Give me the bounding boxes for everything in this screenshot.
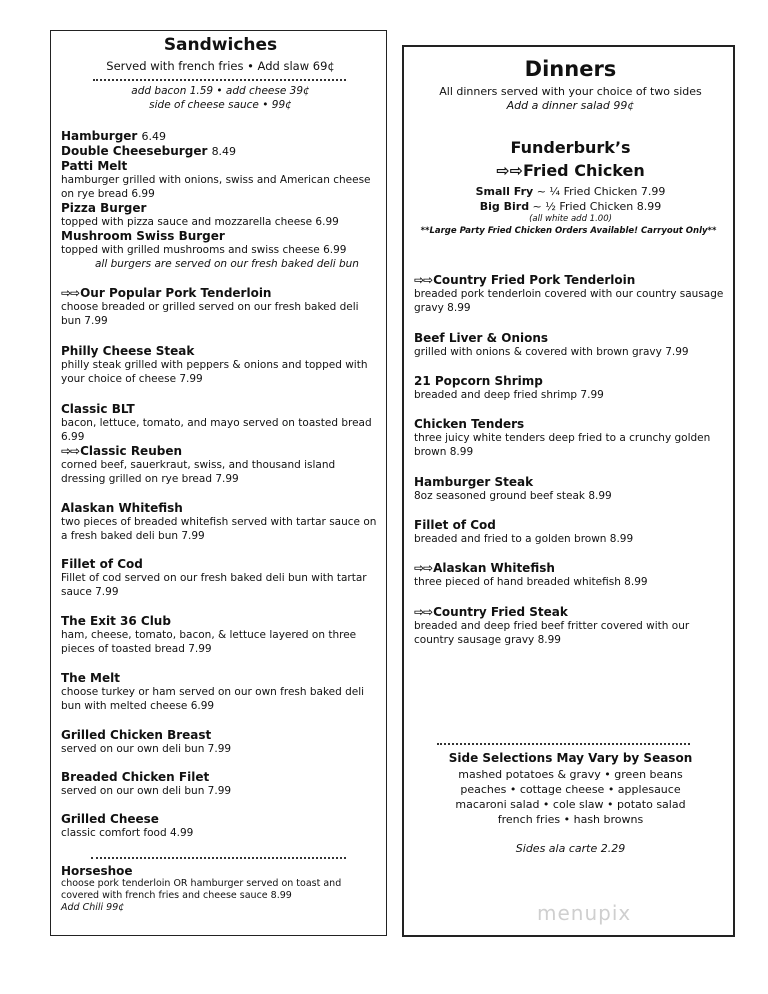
sides-ala-carte: Sides ala carte 2.29 (515, 842, 626, 855)
big-bird-price: Big Bird ~ ½ Fried Chicken 8.99 (479, 200, 662, 213)
menu-item-name: Country Fried Pork Tenderloin (433, 273, 636, 287)
sandwiches-panel (50, 30, 387, 936)
menu-item (414, 417, 725, 459)
sides-list (414, 767, 727, 827)
menu-item-name: Chicken Tenders (414, 417, 525, 431)
menu-item-desc: corned beef, sauerkraut, swiss, and thousand island dressing grilled on rye bread 7.99 (61, 459, 336, 485)
burger-note: all burgers are served on our fresh baked deli bun (95, 258, 359, 270)
menu-item-desc: served on our own deli bun 7.99 (61, 743, 232, 755)
sides-title: Side Selections May Vary by Season (448, 751, 693, 765)
menu-item-name: Fillet of Cod (414, 518, 496, 532)
menu-item-name: Mushroom Swiss Burger (61, 229, 225, 243)
menu-item-desc: two pieces of breaded whitefish served with tartar sauce on a fresh baked deli bun 7.99 (61, 516, 377, 542)
sides-line: mashed potatoes & gravy • green beans (458, 768, 683, 781)
menu-item (414, 561, 725, 589)
menu-item-desc: bacon, lettuce, tomato, and mayo served on toasted bread 6.99 (61, 417, 372, 443)
white-meat-note: (all white add 1.00) (529, 214, 612, 224)
sides-line: macaroni salad • cole slaw • potato salad (455, 798, 686, 811)
menu-item-desc: classic comfort food 4.99 (61, 827, 194, 839)
dinners-subtitle: All dinners served with your choice of two sides (439, 85, 702, 98)
menu-item-desc: hamburger grilled with onions, swiss and American cheese on rye bread 6.99 (61, 174, 371, 200)
arrow-icon: ⇨⇨ (414, 605, 433, 619)
party-order-note: **Large Party Fried Chicken Orders Available! Carryout Only** (420, 226, 717, 236)
dinners-subtitle-2: Add a dinner salad 99¢ (506, 99, 635, 112)
menu-item-desc: choose pork tenderloin OR hamburger served on toast and covered with french fries and cheese sauce 8.99 (61, 878, 342, 901)
menu-item (61, 671, 378, 713)
menu-item-name: Pizza Burger (61, 201, 147, 215)
menu-item-desc: topped with grilled mushrooms and swiss cheese 6.99 (61, 244, 347, 256)
chicken-subtitle: ⇨⇨Fried Chicken (496, 161, 645, 180)
menu-item-desc: choose breaded or grilled served on our fresh baked deli bun 7.99 (61, 301, 359, 327)
menu-item-desc: breaded pork tenderloin covered with our country sausage gravy 8.99 (414, 288, 724, 314)
menu-item (414, 518, 725, 546)
menu-item-desc: three juicy white tenders deep fried to a crunchy golden brown 8.99 (414, 432, 711, 458)
menu-item-desc: breaded and deep fried shrimp 7.99 (414, 389, 604, 401)
menu-item-note: Add Chili 99¢ (61, 902, 125, 913)
menu-item-name: The Melt (61, 671, 120, 685)
menu-item (414, 273, 725, 315)
menu-item-name: Breaded Chicken Filet (61, 770, 210, 784)
menu-item-desc: grilled with onions & covered with brown gravy 7.99 (414, 346, 689, 358)
menu-item (61, 557, 378, 599)
watermark-logo: menupix (537, 901, 632, 925)
menu-item-name: Philly Cheese Steak (61, 344, 195, 358)
menu-item: Double Cheeseburger 8.49 (61, 144, 237, 158)
arrow-icon: ⇨⇨ (496, 161, 524, 180)
menu-item-desc: served on our own deli bun 7.99 (61, 785, 232, 797)
menu-item-name: The Exit 36 Club (61, 614, 171, 628)
menu-item-name: Patti Melt (61, 159, 128, 173)
sandwiches-addons (61, 84, 380, 112)
menu-item-name: 21 Popcorn Shrimp (414, 374, 543, 388)
menu-item-name: Fillet of Cod (61, 557, 143, 571)
arrow-icon: ⇨⇨ (414, 273, 433, 287)
arrow-icon: ⇨⇨ (61, 444, 80, 458)
sides-line: peaches • cottage cheese • applesauce (460, 783, 681, 796)
sandwiches-title: Sandwiches (163, 35, 278, 55)
sandwiches-subtitle: Served with french fries • Add slaw 69¢ (106, 59, 335, 73)
menu-item (61, 728, 378, 756)
menu-item-desc: philly steak grilled with peppers & onions and topped with your choice of cheese 7.99 (61, 359, 368, 385)
menu-item (414, 475, 725, 503)
menu-item-name: Hamburger Steak (414, 475, 534, 489)
menu-item (61, 501, 378, 543)
menu-item-desc: breaded and deep fried beef fritter covered with our country sausage gravy 8.99 (414, 620, 690, 646)
menu-item (414, 331, 725, 359)
menu-item-name: Country Fried Steak (433, 605, 568, 619)
menu-item: Hamburger 6.49 (61, 129, 167, 143)
menu-item-desc: three pieced of hand breaded whitefish 8.99 (414, 576, 648, 588)
menu-item-name: Alaskan Whitefish (433, 561, 555, 575)
menu-item-desc: Fillet of cod served on our fresh baked deli bun with tartar sauce 7.99 (61, 572, 367, 598)
menu-item-name: Grilled Chicken Breast (61, 728, 212, 742)
sides-line: french fries • hash browns (497, 813, 644, 826)
menu-item (61, 614, 378, 656)
menu-item-desc: choose turkey or ham served on our own fresh baked deli bun with melted cheese 6.99 (61, 686, 365, 712)
menu-item (61, 444, 378, 486)
arrow-icon: ⇨⇨ (414, 561, 433, 575)
menu-item (61, 344, 378, 386)
divider (437, 743, 690, 745)
menu-item (61, 770, 378, 798)
menu-item (414, 605, 725, 647)
menu-item (61, 812, 378, 840)
divider (93, 79, 346, 81)
chicken-prices (414, 184, 727, 214)
dinners-title: Dinners (524, 57, 617, 81)
burgers-block (61, 129, 378, 271)
menu-item-name: Grilled Cheese (61, 812, 159, 826)
small-fry-price: Small Fry ~ ¼ Fried Chicken 7.99 (475, 185, 666, 198)
menu-item-name: Classic BLT (61, 402, 135, 416)
menu-item-desc: topped with pizza sauce and mozzarella cheese 6.99 (61, 216, 339, 228)
menu-item (414, 374, 725, 402)
menu-item-name: Classic Reuben (80, 444, 183, 458)
chicken-title: Funderburk’s (510, 138, 631, 157)
menu-item-desc: 8oz seasoned ground beef steak 8.99 (414, 490, 612, 502)
menu-item-name: Beef Liver & Onions (414, 331, 549, 345)
menu-item (61, 402, 378, 444)
menu-item-name: Our Popular Pork Tenderloin (80, 286, 272, 300)
dinners-panel (402, 45, 735, 937)
menu-item-name: Alaskan Whitefish (61, 501, 183, 515)
menu-item-name: Horseshoe (61, 864, 133, 878)
menu-item-desc: breaded and fried to a golden brown 8.99 (414, 533, 634, 545)
addon-line: add bacon 1.59 • add cheese 39¢ (131, 85, 310, 97)
horseshoe-item (61, 864, 378, 914)
menu-item (61, 286, 378, 328)
menu-item-desc: ham, cheese, tomato, bacon, & lettuce layered on three pieces of toasted bread 7.99 (61, 629, 357, 655)
arrow-icon: ⇨⇨ (61, 286, 80, 300)
divider (91, 857, 346, 859)
addon-line: side of cheese sauce • 99¢ (149, 99, 292, 111)
